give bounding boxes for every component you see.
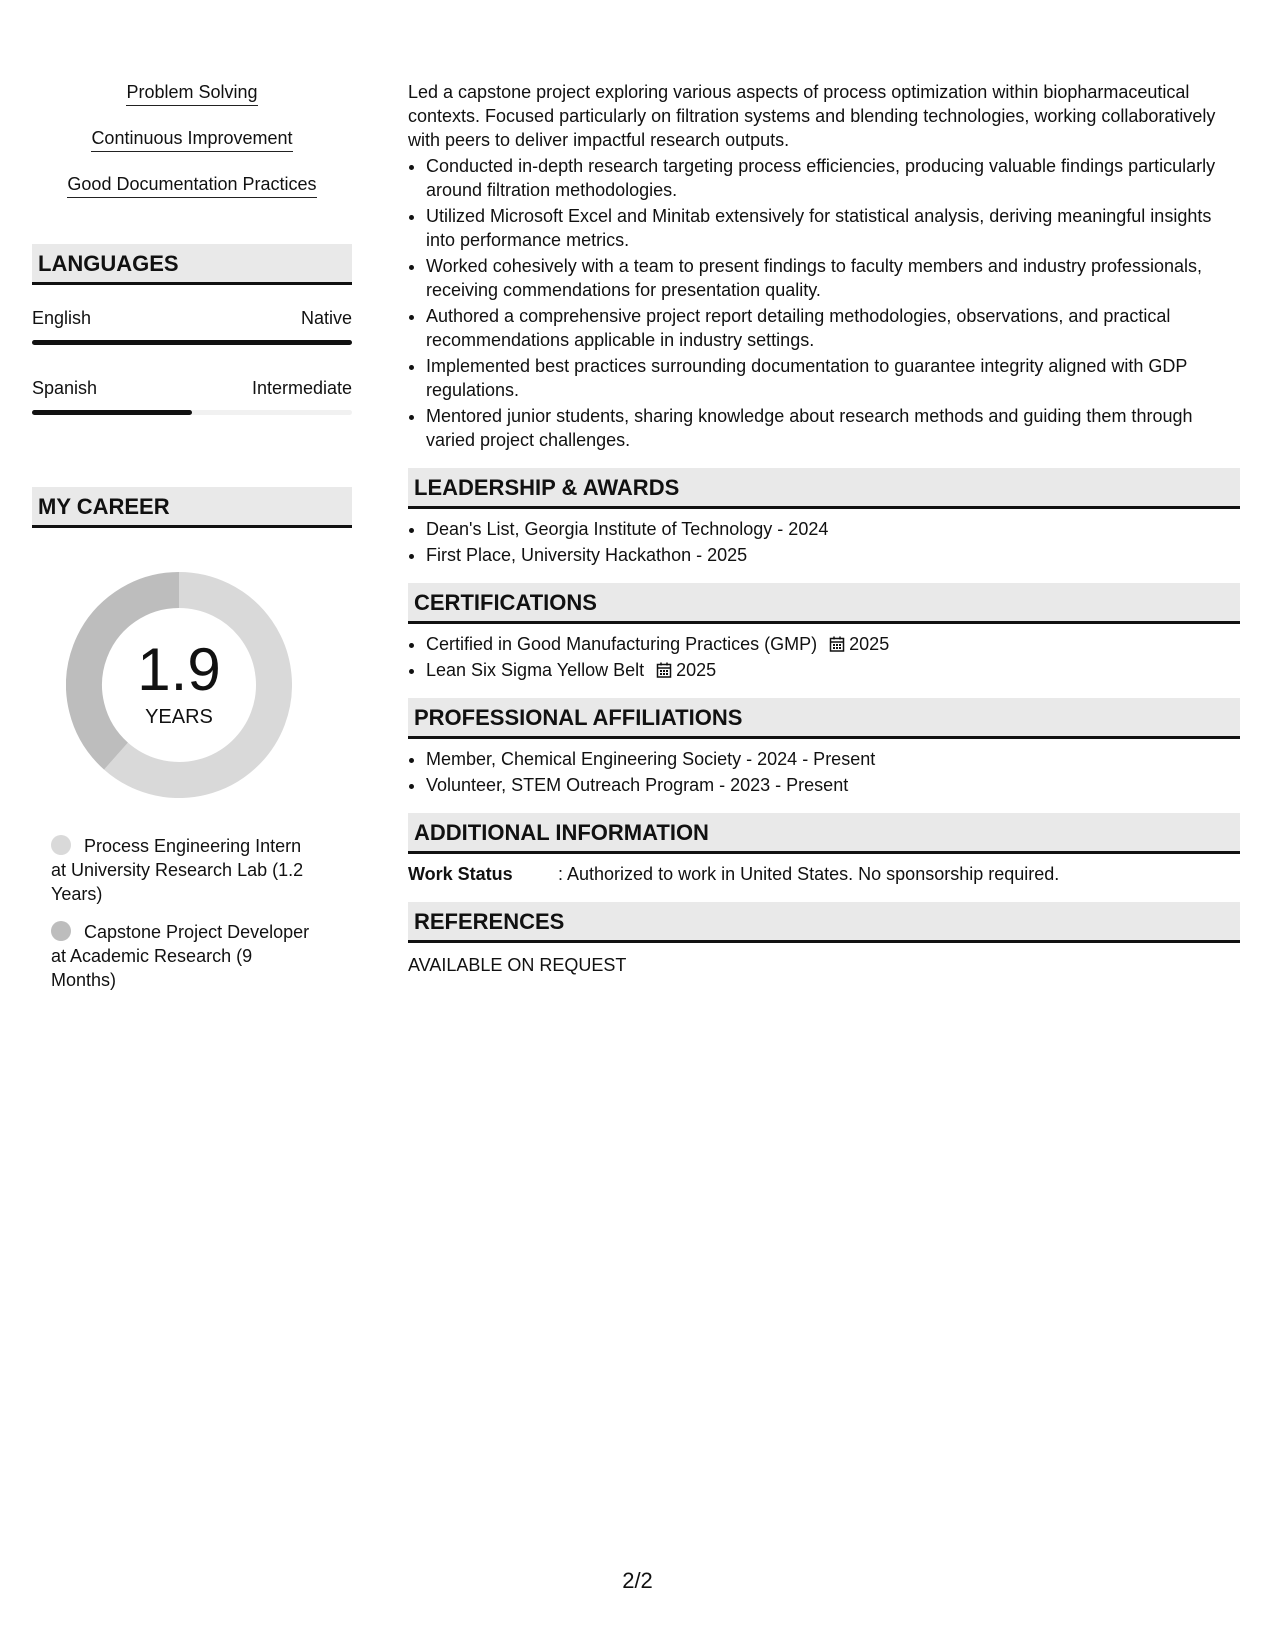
award-item: • First Place, University Hackathon - 2025	[426, 543, 1240, 567]
career-donut-chart	[66, 572, 292, 798]
language-level-bar	[32, 340, 352, 345]
affiliation-item: • Volunteer, STEM Outreach Program - 2023 - Present	[426, 773, 1240, 797]
additional-info-heading: ADDITIONAL INFORMATION	[408, 813, 1240, 854]
work-status-value: : Authorized to work in United States. No sponsorship required.	[558, 864, 1060, 884]
page-number: 2/2	[622, 1568, 653, 1593]
references-heading: REFERENCES	[408, 902, 1240, 943]
sidebar	[32, 80, 352, 1006]
career-entry	[51, 920, 321, 992]
career-entry	[51, 834, 321, 906]
work-status-label: Work Status	[408, 864, 513, 884]
project-bullet: • Implemented best practices surrounding documentation to guarantee integrity aligned with GDP regulations.	[426, 354, 1240, 402]
language-level: Intermediate	[251, 378, 352, 398]
certifications-section	[408, 583, 1240, 682]
awards-heading: LEADERSHIP & AWARDS	[408, 468, 1240, 509]
project-intro: Led a capstone project exploring various aspects of process optimization within biopharmaceutical contexts. Focused particularly on filtration systems and blending technologies, working collaboratively with peers to deliver impactful research outputs.	[408, 82, 1216, 150]
certification-name: Lean Six Sigma Yellow Belt	[426, 660, 645, 680]
language-item	[32, 307, 352, 345]
languages-heading: LANGUAGES	[32, 244, 352, 285]
project-bullet: • Utilized Microsoft Excel and Minitab extensively for statistical analysis, deriving meaningful insights into performance metrics.	[426, 204, 1240, 252]
language-level: Native	[300, 308, 352, 328]
certification-year: 2025	[676, 660, 717, 680]
certifications-heading: CERTIFICATIONS	[408, 583, 1240, 624]
affiliations-section	[408, 698, 1240, 797]
certification-item	[426, 632, 1240, 656]
award-item: • Dean's List, Georgia Institute of Technology - 2024	[426, 517, 1240, 541]
references-text: AVAILABLE ON REQUEST	[408, 955, 627, 975]
language-name: English	[32, 308, 92, 328]
career-total-years: 1.9	[137, 636, 221, 703]
language-level-bar	[32, 410, 352, 415]
certification-year: 2025	[849, 634, 890, 654]
career-total-unit: YEARS	[145, 706, 213, 728]
affiliations-heading: PROFESSIONAL AFFILIATIONS	[408, 698, 1240, 739]
affiliation-item: • Member, Chemical Engineering Society - 2024 - Present	[426, 747, 1240, 771]
additional-info-section	[408, 813, 1240, 886]
project-bullet: • Authored a comprehensive project report detailing methodologies, observations, and practical recommendations applicable in industry settings.	[426, 304, 1240, 352]
skill-item: Problem Solving	[126, 80, 257, 106]
language-level-fill	[32, 410, 192, 415]
certification-item	[426, 658, 1240, 682]
project-bullet: • Worked cohesively with a team to present findings to faculty members and industry professionals, receiving commendations for presentation quality.	[426, 254, 1240, 302]
references-section	[408, 902, 1240, 977]
project-bullet: • Conducted in-depth research targeting process efficiencies, producing valuable findings particularly around filtration methodologies.	[426, 154, 1240, 202]
skill-item: Continuous Improvement	[91, 126, 292, 152]
career-legend	[51, 834, 321, 992]
calendar-icon	[829, 636, 845, 652]
calendar-icon	[656, 662, 672, 678]
skill-item: Good Documentation Practices	[67, 172, 316, 198]
legend-dot	[51, 835, 71, 855]
project-bullet: • Mentored junior students, sharing knowledge about research methods and guiding them through varied project challenges.	[426, 404, 1240, 452]
project-bullets	[408, 154, 1240, 452]
language-item	[32, 377, 352, 415]
career-entry-text: Capstone Project Developer at Academic Research (9 Months)	[51, 922, 310, 990]
language-level-fill	[32, 340, 352, 345]
certification-name: Certified in Good Manufacturing Practices (GMP)	[426, 634, 818, 654]
career-heading: MY CAREER	[32, 487, 352, 528]
main-column	[408, 80, 1240, 977]
career-entry-text: Process Engineering Intern at University Research Lab (1.2 Years)	[51, 836, 304, 904]
awards-section	[408, 468, 1240, 567]
skills-list	[32, 80, 352, 218]
language-name: Spanish	[32, 378, 98, 398]
legend-dot	[51, 921, 71, 941]
